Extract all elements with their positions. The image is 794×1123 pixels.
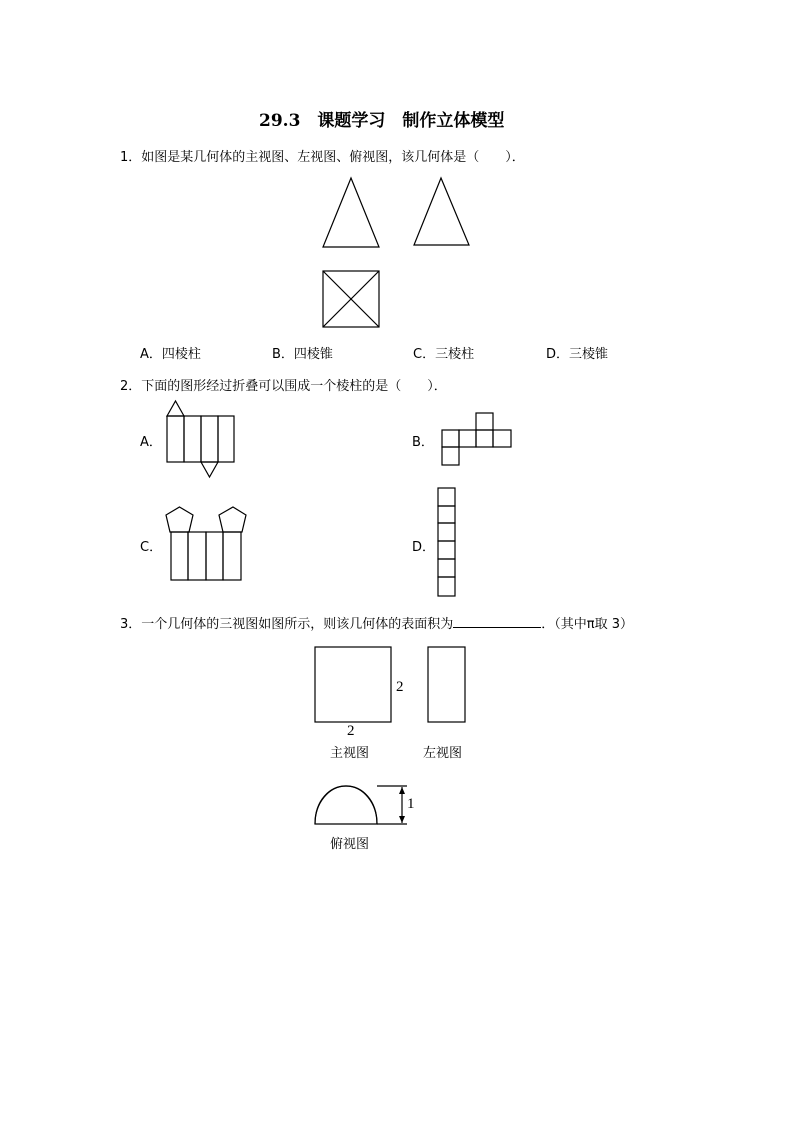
q2-option-a-label[interactable]: A． <box>140 435 162 450</box>
q2-option-b-label[interactable]: B． <box>412 435 434 450</box>
q1-option-c[interactable]: C．三棱柱 <box>413 347 475 362</box>
q3-left-view-caption: 左视图 <box>423 746 463 761</box>
q2-option-d-label[interactable]: D． <box>412 540 436 555</box>
question-3-text-after: ．（其中π取 3） <box>541 617 634 632</box>
question-1-text: 1．如图是某几何体的主视图、左视图、俯视图，该几何体是（ ）． <box>120 150 525 165</box>
question-2-text: 2．下面的图形经过折叠可以围成一个棱柱的是（ ）． <box>120 379 447 394</box>
q3-top-view-caption: 俯视图 <box>330 837 370 852</box>
page-title: 29.3 课题学习 制作立体模型 <box>259 111 505 131</box>
q1-option-a[interactable]: A．四棱柱 <box>140 347 201 362</box>
q3-front-view-caption: 主视图 <box>330 746 370 761</box>
q3-front-bottom-label: 2 <box>347 723 355 739</box>
q1-option-b[interactable]: B．四棱锥 <box>272 347 333 362</box>
question-3-text-before: 3．一个几何体的三视图如图所示，则该几何体的表面积为 <box>120 617 454 632</box>
q1-option-d[interactable]: D．三棱锥 <box>546 347 609 362</box>
q3-top-height-label: 1 <box>407 796 415 812</box>
q3-front-side-label: 2 <box>396 679 404 695</box>
q2-option-c-label[interactable]: C． <box>140 540 163 555</box>
